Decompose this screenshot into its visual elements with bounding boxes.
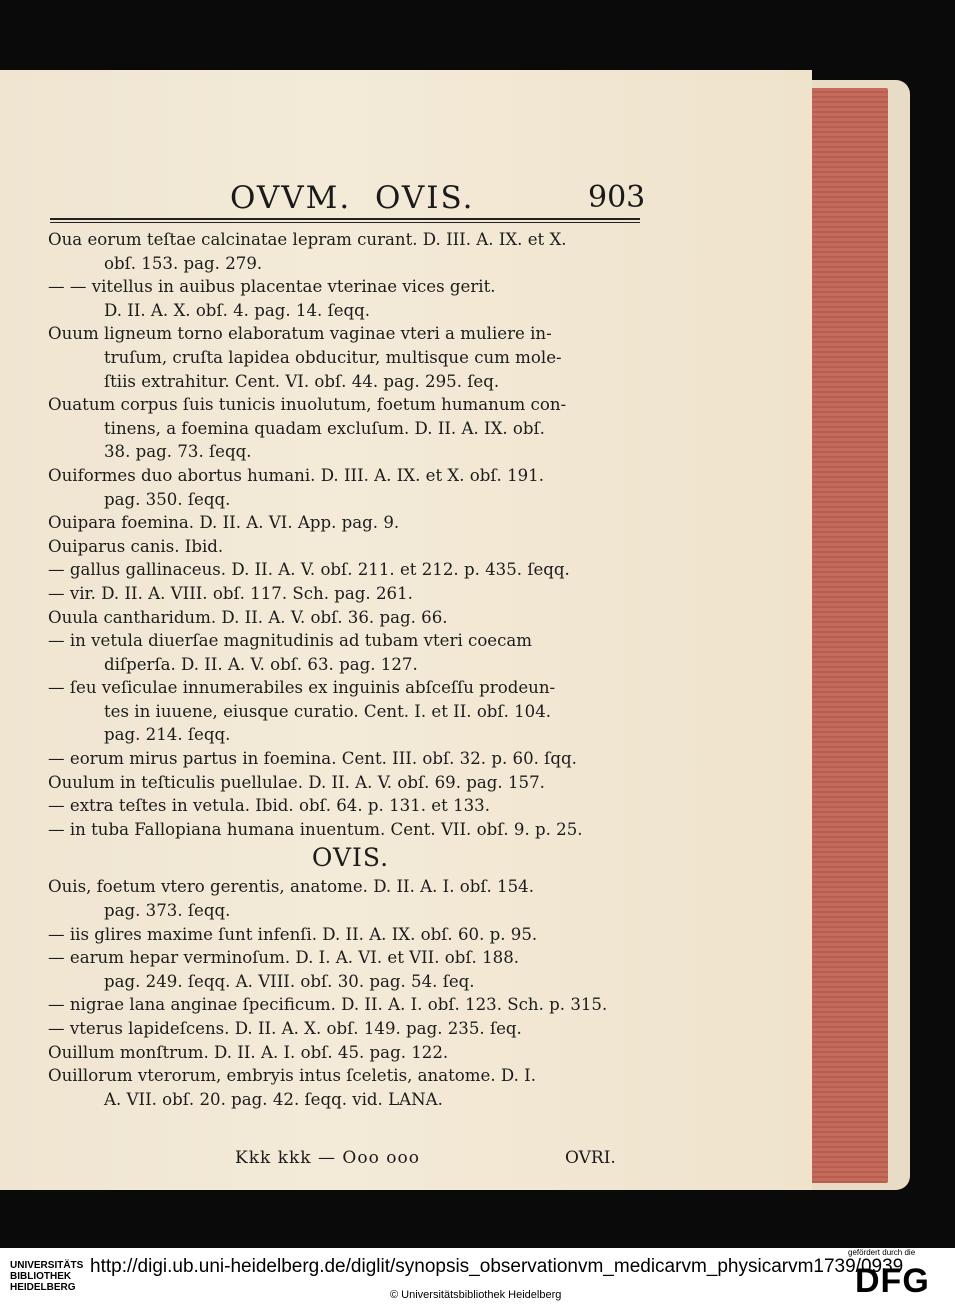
entry-line: Ouipara foemina. D. II. A. VI. App. pag. 9.: [48, 513, 400, 533]
entry-line: Ouiformes duo abortus humani. D. III. A. IX. et X. obſ. 191.: [48, 465, 545, 485]
entry-line: — vir. D. II. A. VIII. obſ. 117. Sch. pag. 261.: [48, 583, 413, 603]
header-rule: [50, 218, 640, 220]
entry-line: Ouiparus canis. Ibid.: [48, 536, 224, 556]
entry-line: Ouum ligneum torno elaboratum vaginae vteri a muliere in-: [48, 324, 552, 344]
signature-mark: Kkk kkk — Ooo ooo: [235, 1148, 420, 1168]
page-header: [0, 180, 812, 220]
entry-line: — nigrae lana anginae ſpecificum. D. II. A. I. obſ. 123. Sch. p. 315.: [48, 995, 608, 1015]
entry-line: — vterus lapideſcens. D. II. A. X. obſ. 149. pag. 235. ſeq.: [48, 1019, 522, 1038]
library-bar: [0, 1248, 955, 1312]
entry-line: D. II. A. X. obſ. 4. pag. 14. ſeqq.: [104, 300, 371, 320]
entry-line: Ouula cantharidum. D. II. A. V. obſ. 36. pag. 66.: [48, 607, 448, 627]
catchword: OVRI.: [565, 1148, 616, 1168]
entry-line: A. VII. obſ. 20. pag. 42. ſeqq. vid. LANA.: [104, 1089, 443, 1109]
entry-line: — gallus gallinaceus. D. II. A. V. obſ. 211. et 212. p. 435. ſeqq.: [48, 560, 570, 580]
funded-by-label: gefördert durch die: [848, 1248, 916, 1257]
header-rule-thin: [50, 222, 640, 223]
library-logo-text: UNIVERSITÄTS BIBLIOTHEK HEIDELBERG: [10, 1260, 84, 1293]
copyright: © Universitätsbibliothek Heidelberg: [390, 1289, 562, 1301]
entry-line: 38. pag. 73. ſeqq.: [104, 442, 252, 462]
entry-line: — ſeu veſiculae innumerabiles ex inguinis abſceſſu prodeun-: [48, 678, 556, 698]
entry-line: — — vitellus in auibus placentae vterinae vices gerit.: [48, 277, 496, 297]
entry-line: tes in iuuene, eiusque curatio. Cent. I. et II. obſ. 104.: [104, 701, 552, 721]
entry-line: ſtiis extrahitur. Cent. VI. obſ. 44. pag. 295. ſeq.: [104, 371, 500, 391]
red-page-edge: [806, 88, 888, 1183]
entry-line: diſperſa. D. II. A. V. obſ. 63. pag. 127.: [104, 654, 418, 674]
entry-line: Ouillorum vterorum, embryis intus ſceletis, anatome. D. I.: [48, 1066, 536, 1086]
index-entries: [48, 228, 653, 1111]
permalink[interactable]: http://digi.ub.uni-heidelberg.de/diglit/synopsis_observationvm_medicarvm_physicarvm1739/0939: [90, 1256, 904, 1277]
entry-line: Ouatum corpus ſuis tunicis inuolutum, foetum humanum con-: [48, 395, 567, 415]
entry-line: — extra teſtes in vetula. Ibid. obſ. 64. p. 131. et 133.: [48, 796, 491, 816]
entry-line: pag. 249. ſeqq. A. VIII. obſ. 30. pag. 54. ſeq.: [104, 971, 475, 991]
entry-line: pag. 350. ſeqq.: [104, 489, 231, 509]
entry-line: — iis glires maxime ſunt infenſi. D. II. A. IX. obſ. 60. p. 95.: [48, 924, 538, 944]
running-head-right: OVIS.: [375, 180, 475, 216]
dfg-logo: DFG: [855, 1262, 930, 1300]
entry-line: Ouis, foetum vtero gerentis, anatome. D. II. A. I. obſ. 154.: [48, 877, 535, 897]
entry-line: pag. 214. ſeqq.: [104, 725, 231, 745]
entry-line: obſ. 153. pag. 279.: [104, 253, 263, 273]
entry-line: tinens, a foemina quadam excluſum. D. II. A. IX. obſ.: [104, 418, 545, 438]
page-number: 903: [588, 180, 646, 215]
entry-line: truſum, cruſta lapidea obducitur, multisque cum mole-: [104, 347, 562, 367]
section-heading: OVIS.: [311, 843, 390, 873]
entry-line: — in vetula diuerſae magnitudinis ad tubam vteri coecam: [48, 631, 533, 651]
running-head-left: OVVM.: [230, 180, 352, 216]
entry-line: pag. 373. ſeqq.: [104, 901, 231, 921]
entry-line: Ouulum in teſticulis puellulae. D. II. A. V. obſ. 69. pag. 157.: [48, 772, 545, 792]
entry-line: — eorum mirus partus in foemina. Cent. III. obſ. 32. p. 60. ſqq.: [48, 749, 577, 769]
entry-line: — in tuba Fallopiana humana inuentum. Cent. VII. obſ. 9. p. 25.: [48, 819, 583, 839]
entry-line: Ouillum monſtrum. D. II. A. I. obſ. 45. pag. 122.: [48, 1042, 449, 1062]
entry-line: Oua eorum teſtae calcinatae lepram curant. D. III. A. IX. et X.: [48, 230, 567, 249]
entry-line: — earum hepar verminoſum. D. I. A. VI. et VII. obſ. 188.: [48, 948, 520, 968]
